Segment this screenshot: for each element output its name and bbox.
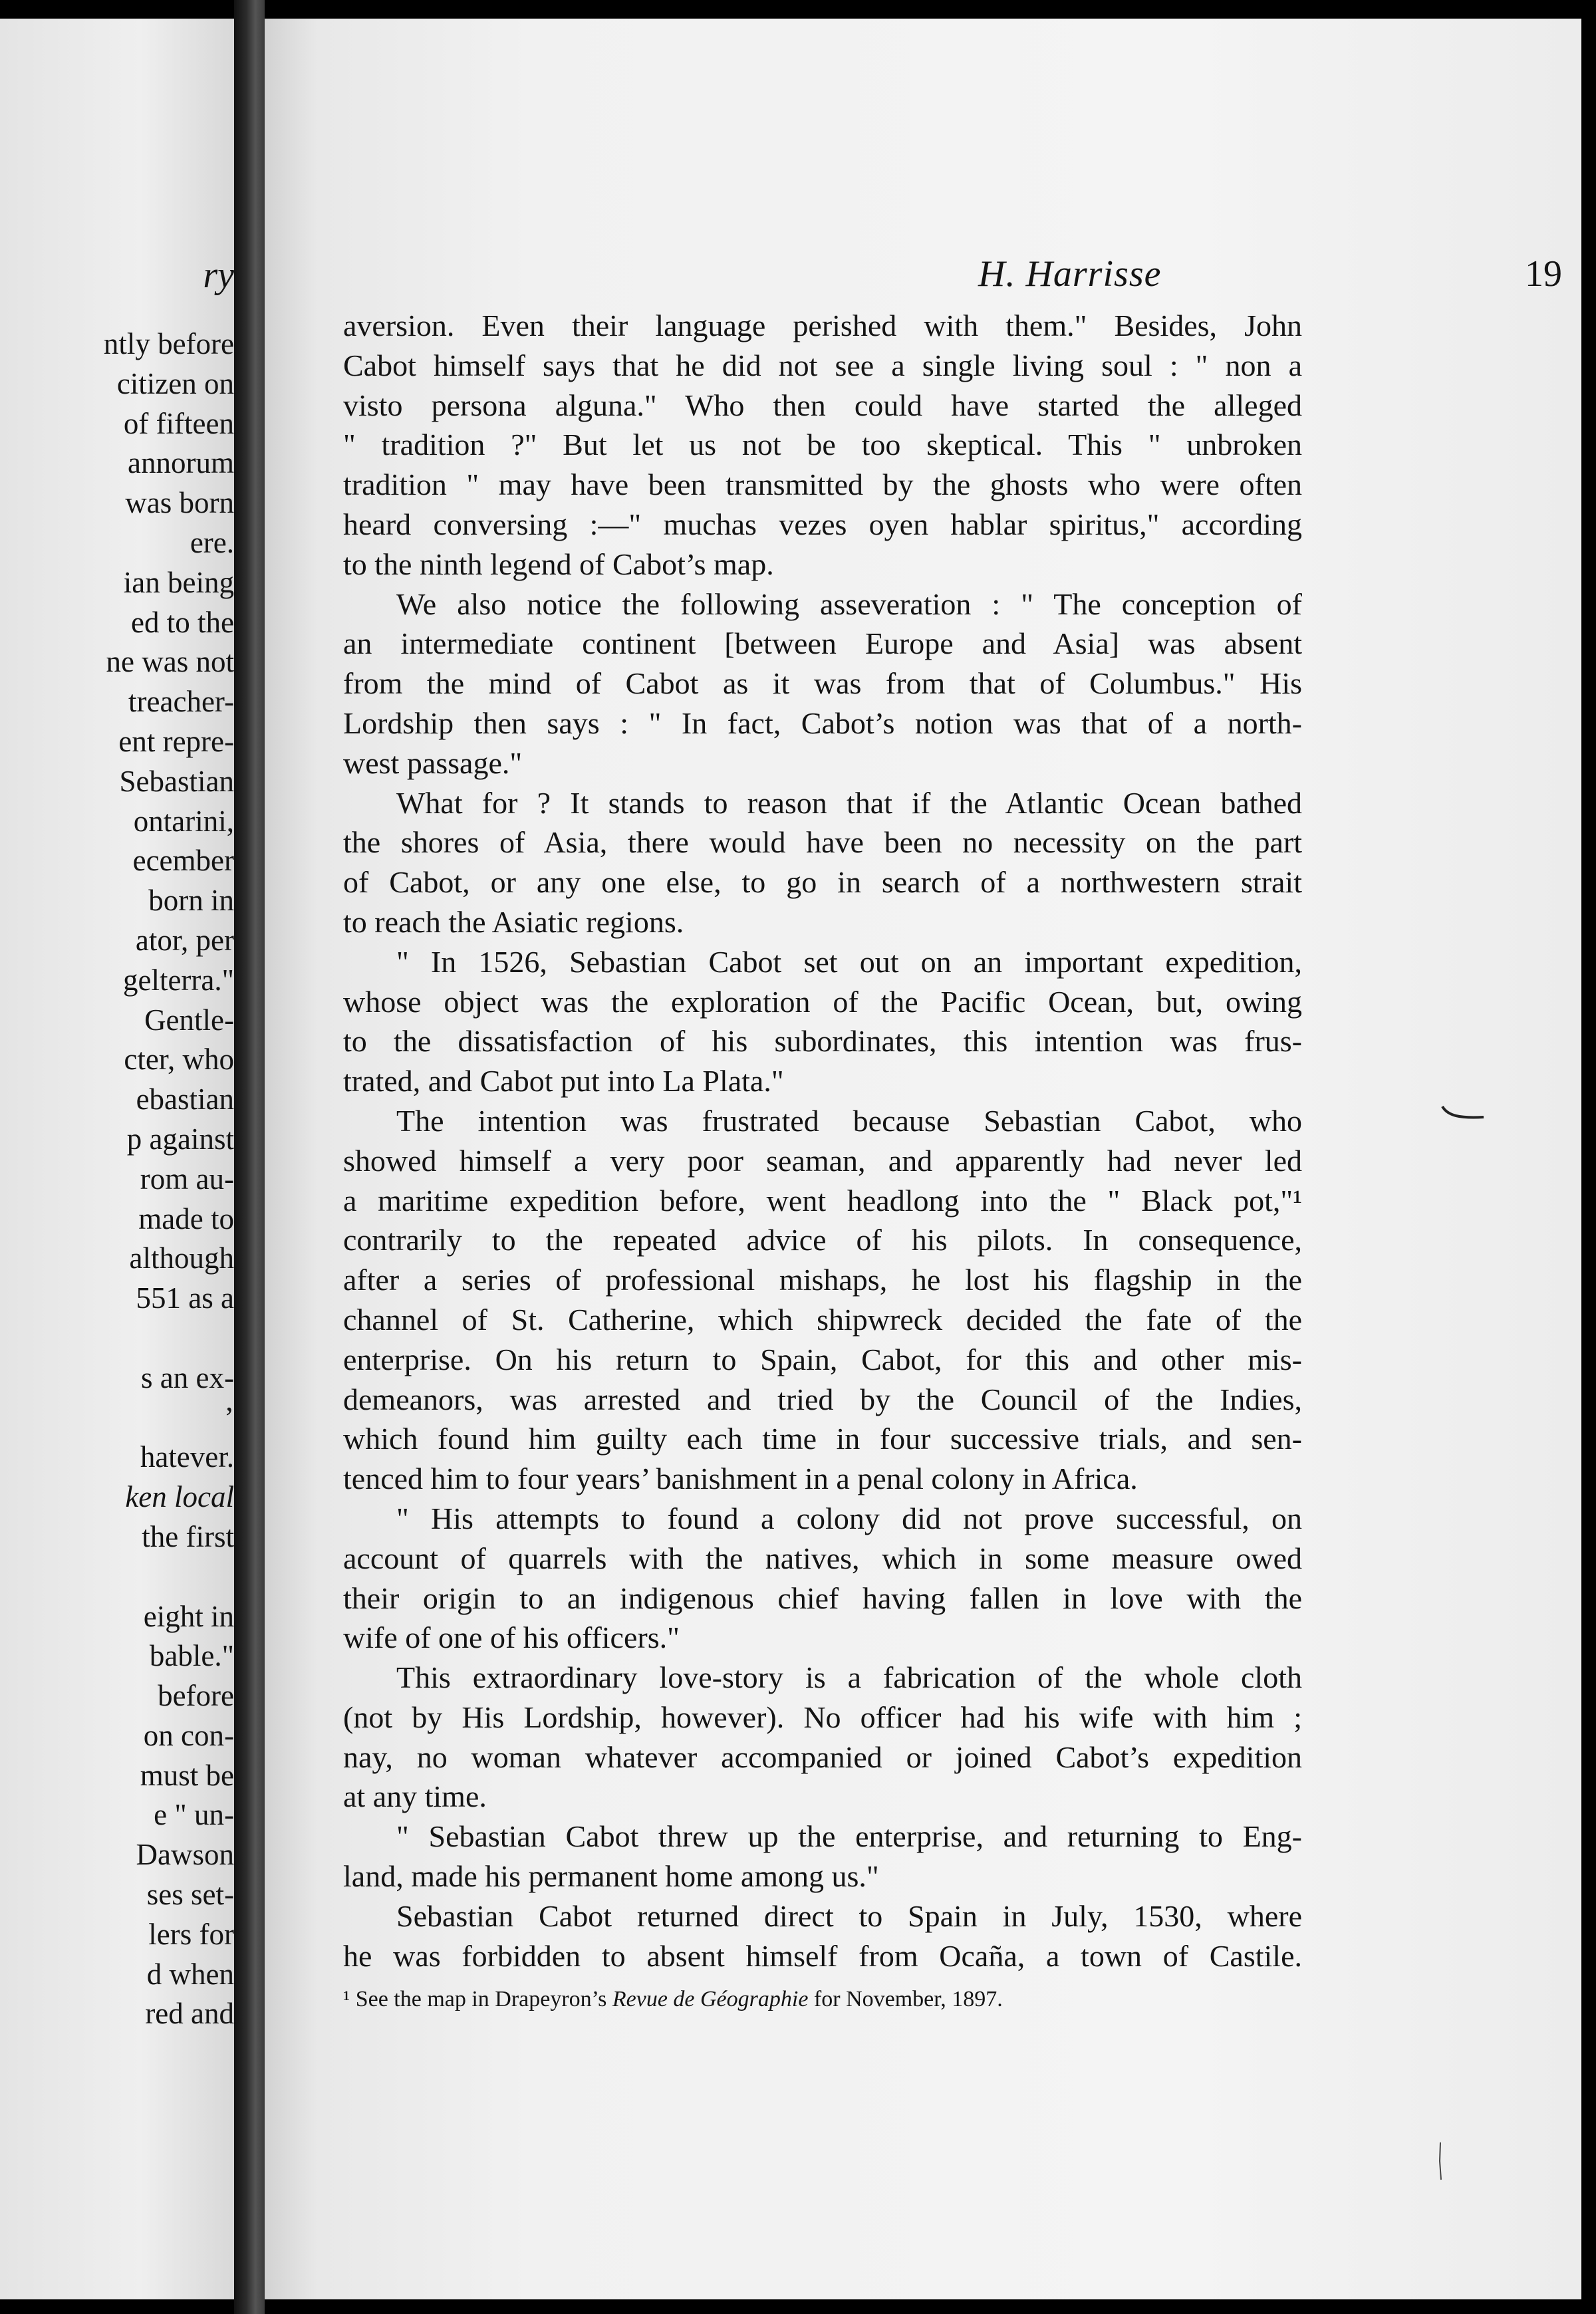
left-page-line: the first <box>142 1519 234 1553</box>
left-page-line: ent repre- <box>118 724 234 758</box>
body-line: their origin to an indigenous chief having fallen in love with the <box>343 1581 1302 1615</box>
left-page-line: rom au- <box>140 1162 234 1196</box>
left-page-line: must be <box>140 1758 234 1792</box>
body-line: to the ninth legend of Cabot’s map. <box>343 547 774 581</box>
body-line: Sebastian Cabot returned direct to Spain in July, 1530, where <box>396 1898 1302 1933</box>
body-line: contrarily to the repeated advice of his pilots. In consequence, <box>343 1223 1302 1257</box>
left-page-line: ator, per <box>135 923 234 957</box>
footnote <box>343 1980 1302 2019</box>
body-line: a maritime expedition before, went headlong into the " Black pot,"¹ <box>343 1183 1302 1218</box>
left-page-line: before <box>158 1679 234 1713</box>
left-page-line: ntly before <box>103 327 234 360</box>
body-line: " In 1526, Sebastian Cabot set out on an important expedition, <box>396 944 1302 979</box>
body-line: from the mind of Cabot as it was from that of Columbus." His <box>343 666 1302 701</box>
body-line: channel of St. Catherine, which shipwreck decided the fate of the <box>343 1302 1302 1337</box>
left-page-line: ed to the <box>131 605 234 639</box>
body-line: to reach the Asiatic regions. <box>343 904 684 939</box>
body-line: tradition " may have been transmitted by the ghosts who were often <box>343 467 1302 502</box>
body-line: to the dissatisfaction of his subordinates, this intention was frus- <box>343 1024 1302 1059</box>
left-page-line: ’ <box>224 1400 234 1434</box>
body-line: " His attempts to found a colony did not prove successful, on <box>396 1501 1302 1535</box>
body-line: of Cabot, or any one else, to go in search of a northwestern strait <box>343 865 1302 900</box>
left-page-line: d when <box>146 1957 234 1991</box>
body-line: he was forbidden to absent himself from Ocaña, a town of Castile. <box>343 1938 1302 1973</box>
left-page-line: of fifteen <box>123 406 234 440</box>
left-page-line <box>0 1319 234 1358</box>
body-line: visto persona alguna." Who then could have started the alleged <box>343 388 1302 422</box>
left-page-line: Dawson <box>136 1838 234 1872</box>
body-line: wife of one of his officers." <box>343 1620 680 1655</box>
left-page-line: s an ex- <box>141 1360 234 1394</box>
left-page-line: ontarini, <box>133 804 234 838</box>
body-line: " tradition ?" But let us not be too skeptical. This " unbroken <box>343 428 1302 462</box>
left-page-line: 551 as a <box>136 1281 234 1315</box>
left-page-line: hatever. <box>140 1440 234 1474</box>
left-running-head-fragment: ry <box>203 255 234 296</box>
left-page-line: Sebastian <box>119 764 234 798</box>
body-line: which found him guilty each time in four successive trials, and sen- <box>343 1422 1302 1456</box>
left-page-line: annorum <box>128 446 234 480</box>
left-page <box>0 19 234 2299</box>
left-page-line: cter, who <box>124 1043 234 1077</box>
left-page-line: eight in <box>143 1599 234 1633</box>
body-line: This extraordinary love-story is a fabrication of the whole cloth <box>396 1660 1302 1695</box>
margin-pencil-mark <box>1440 1104 1486 1124</box>
left-page-line: Gentle- <box>144 1003 234 1037</box>
body-line: heard conversing :—" muchas vezes oyen hablar spiritus," according <box>343 507 1302 541</box>
body-line: an intermediate continent [between Europe and Asia] was absent <box>343 626 1302 661</box>
body-line: land, made his permanent home among us." <box>343 1859 879 1894</box>
book-gutter <box>234 0 265 2314</box>
left-page-line: bable." <box>149 1639 234 1673</box>
left-page-line: citizen on <box>116 366 234 400</box>
left-page-line <box>0 1557 234 1597</box>
body-line: The intention was frustrated because Sebastian Cabot, who <box>396 1103 1302 1138</box>
body-line: tenced him to four years’ banishment in a penal colony in Africa. <box>343 1462 1138 1496</box>
left-page-line: ebastian <box>136 1083 234 1116</box>
body-line: the shores of Asia, there would have been no necessity on the part <box>343 825 1302 860</box>
left-page-line: p against <box>126 1122 234 1156</box>
body-line: west passage." <box>343 745 523 780</box>
page-number: 19 <box>1525 253 1562 295</box>
body-line: (not by His Lordship, however). No officer had his wife with him ; <box>343 1700 1302 1734</box>
body-line: What for ? It stands to reason that if the Atlantic Ocean bathed <box>396 785 1302 820</box>
footnote-prefix: ¹ See the map in Drapeyron’s <box>343 1987 612 2012</box>
footnote-suffix: for November, 1897. <box>808 1987 1003 2012</box>
running-head: H. Harrisse <box>978 253 1162 295</box>
body-line: account of quarrels with the natives, which in some measure owed <box>343 1541 1302 1575</box>
body-text <box>343 306 1302 2019</box>
body-line: aversion. Even their language perished with them." Besides, John <box>343 309 1302 342</box>
page-edge-mark <box>1436 2141 1444 2181</box>
body-line: nay, no woman whatever accompanied or joined Cabot’s expedition <box>343 1739 1302 1774</box>
left-page-line: ken local <box>125 1480 234 1514</box>
body-line: enterprise. On his return to Spain, Cabot, for this and other mis- <box>343 1342 1302 1376</box>
left-page-line: although <box>129 1241 234 1275</box>
body-line: demeanors, was arrested and tried by the Council of the Indies, <box>343 1382 1302 1416</box>
left-page-line: e " un- <box>154 1798 234 1832</box>
body-line: Lordship then says : " In fact, Cabot’s notion was that of a north- <box>343 706 1302 740</box>
left-page-line: ses set- <box>146 1878 234 1912</box>
body-line: after a series of professional mishaps, he lost his flagship in the <box>343 1263 1302 1297</box>
left-page-line: lers for <box>148 1917 234 1951</box>
left-page-line: ian being <box>123 565 234 599</box>
left-page-text <box>0 324 234 2034</box>
body-line: trated, and Cabot put into La Plata." <box>343 1064 784 1098</box>
body-line: whose object was the exploration of the Pacific Ocean, but, owing <box>343 984 1302 1019</box>
left-page-line: was born <box>125 486 234 520</box>
left-page-line: ne was not <box>106 645 234 679</box>
left-page-line: ere. <box>190 525 234 559</box>
body-line: at any time. <box>343 1779 487 1814</box>
body-line: " Sebastian Cabot threw up the enterprise, and returning to Eng- <box>396 1819 1302 1854</box>
left-page-line: ecember <box>132 844 234 878</box>
body-line: showed himself a very poor seaman, and apparently had never led <box>343 1143 1302 1178</box>
left-page-line: made to <box>138 1202 234 1235</box>
left-page-line: treacher- <box>128 685 234 719</box>
body-line: We also notice the following asseveration : " The conception of <box>396 586 1302 621</box>
body-line: Cabot himself says that he did not see a single living soul : " non a <box>343 348 1302 382</box>
left-page-line: born in <box>148 884 234 918</box>
footnote-title: Revue de Géographie <box>612 1987 809 2012</box>
left-page-line: on con- <box>143 1718 234 1752</box>
left-page-line: red and <box>145 1997 234 2031</box>
left-page-line: gelterra." <box>122 963 234 997</box>
